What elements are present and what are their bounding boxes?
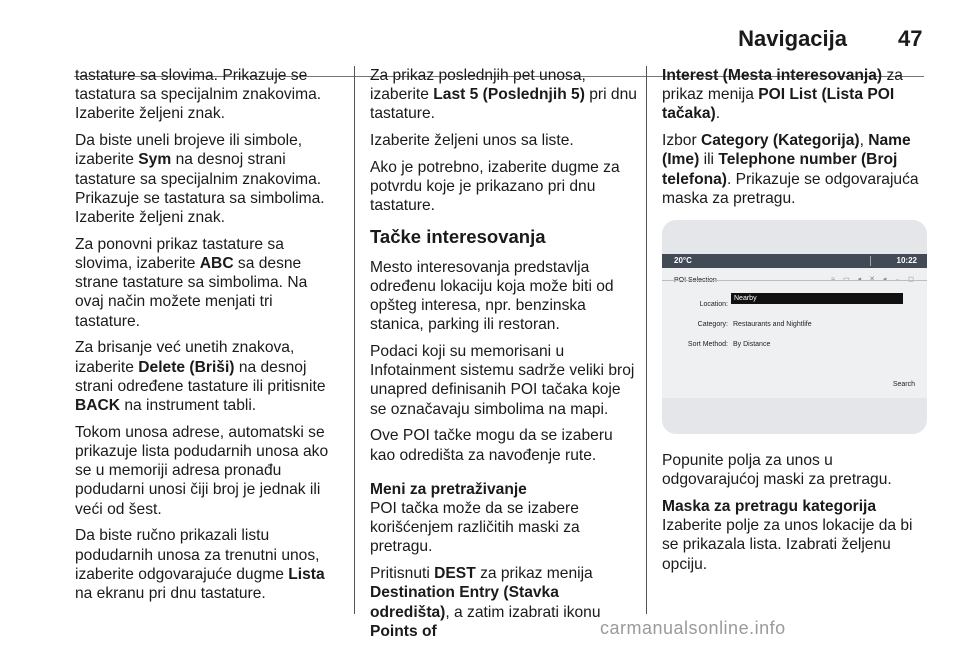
clock: 10:22 <box>896 256 917 266</box>
column-divider <box>646 66 647 614</box>
column-divider <box>354 66 355 614</box>
page-title: Navigacija <box>738 26 847 51</box>
search-button[interactable]: Search <box>892 380 915 388</box>
keyword: Telephone number (Broj telefona) <box>662 151 898 188</box>
subsection-heading: Maska za pretragu kategorija <box>662 498 877 516</box>
paragraph: Izaberite željeni unos sa liste. <box>370 132 574 150</box>
keyword: Points of <box>370 622 437 640</box>
status-bar <box>662 254 927 268</box>
keyword: ABC <box>199 255 234 273</box>
keyword: Last 5 (Poslednjih 5) <box>433 86 585 104</box>
paragraph: Za brisanje već unetih znakova, izaberite Delete (Briši) na desnoj strani određene tastature ili pritisnite BACK na instrument tabli. <box>75 339 326 415</box>
page-number: 47 <box>898 26 923 51</box>
category-label: Category: <box>697 321 728 329</box>
paragraph: Ako je potrebno, izaberite dugme za potvrdu koje je prikazano pri dnu tastature. <box>370 159 620 215</box>
page-header <box>0 26 960 56</box>
location-label: Location: <box>699 301 728 309</box>
keyword: Delete (Briši) <box>138 358 235 376</box>
subsection-heading: Meni za pretraživanje <box>370 480 527 498</box>
keyword: DEST <box>434 565 476 583</box>
keyword: Destination Entry (Stavka odredišta) <box>370 584 559 621</box>
keyword: Name (Ime) <box>662 132 911 169</box>
keyword: Sym <box>138 151 172 169</box>
keyword: BACK <box>75 397 121 415</box>
paragraph: Da biste uneli brojeve ili simbole, izaberite Sym na desnoj strani tastature sa specijalnim znakovima. Prikazuje se tastatura sa simbolima. Izaberite željeni znak. <box>75 132 325 227</box>
status-divider <box>870 256 871 266</box>
paragraph: Tokom unosa adrese, automatski se prikazuje lista podudarnih unosa ako se u memoriji adresa pronađu podudarni unosi čiji broj je jednak ili veći od šest. <box>75 423 329 518</box>
infotainment-screen <box>662 254 927 398</box>
paragraph: Ove POI tačke mogu da se izaberu kao odredišta za navođenje rute. <box>370 427 613 464</box>
sort-method-field[interactable]: By Distance <box>733 341 771 349</box>
screen-title: POI Selection <box>674 277 717 285</box>
keyword: Lista <box>288 565 325 583</box>
category-field[interactable]: Restaurants and Nightlife <box>733 321 812 329</box>
temperature: 20°C <box>674 256 692 266</box>
paragraph: Za ponovni prikaz tastature sa slovima, izaberite ABC sa desne strane tastature sa simbolima. Na ovaj način možete menjati tri tastature. <box>75 235 308 330</box>
paragraph: Pritisnuti DEST za prikaz menija Destination Entry (Stavka odredišta), a zatim izabrati ikonu Points of <box>370 565 601 640</box>
location-field[interactable]: Nearby <box>731 293 903 304</box>
paragraph: Da biste ručno prikazali listu podudarnih unosa za trenutni unos, izaberite odgovarajuće dugme Lista na ekranu pri dnu tastature. <box>75 527 325 603</box>
watermark: carmanualsonline.info <box>600 618 786 638</box>
paragraph: Mesto interesovanja predstavlja određenu lokaciju koja može biti od opšteg interesa, npr. benzinska stanica, parking ili restoran. <box>370 258 614 334</box>
screen-divider <box>662 280 927 281</box>
paragraph: Izaberite polje za unos lokacije da bi se prikazala lista. Izabrati željenu opciju. <box>662 517 913 573</box>
sort-method-label: Sort Method: <box>687 341 728 349</box>
paragraph: Popunite polja za unos u odgovarajućoj maski za pretragu. <box>662 452 892 489</box>
paragraph: tastature sa slovima. Prikazuje se tastatura sa specijalnim znakovima. Izaberite željeni znak. <box>75 67 322 123</box>
poi-selection-screenshot <box>662 220 927 434</box>
keyword: POI List (Lista POI tačaka) <box>662 86 895 123</box>
column-middle <box>370 66 638 649</box>
status-icons: ≈ ▭ ◂ ✕ ◂ ⌄ ◻ <box>831 276 917 284</box>
section-heading: Tačke interesovanja <box>370 225 546 247</box>
column-right <box>662 66 932 581</box>
column-left <box>75 66 340 611</box>
keyword: Interest (Mesta interesovanja) <box>662 67 883 84</box>
paragraph: Izbor Category (Kategorija), Name (Ime) ili Telephone number (Broj telefona). Prikazuje se odgovarajuća maska za pretragu. <box>662 132 919 207</box>
paragraph: Interest (Mesta interesovanja) za prikaz menija POI List (Lista POI tačaka). <box>662 67 903 123</box>
paragraph: Za prikaz poslednjih pet unosa, izaberite Last 5 (Poslednjih 5) pri dnu tastature. <box>370 67 637 123</box>
paragraph: Podaci koji su memorisani u Infotainment sistemu sadrže veliki broj unapred definisanih POI tačaka koje se označavaju simbolima na mapi. <box>370 343 635 418</box>
keyword: Category (Kategorija) <box>701 132 860 150</box>
paragraph: POI tačka može da se izabere korišćenjem različitih maski za pretragu. <box>370 500 580 556</box>
